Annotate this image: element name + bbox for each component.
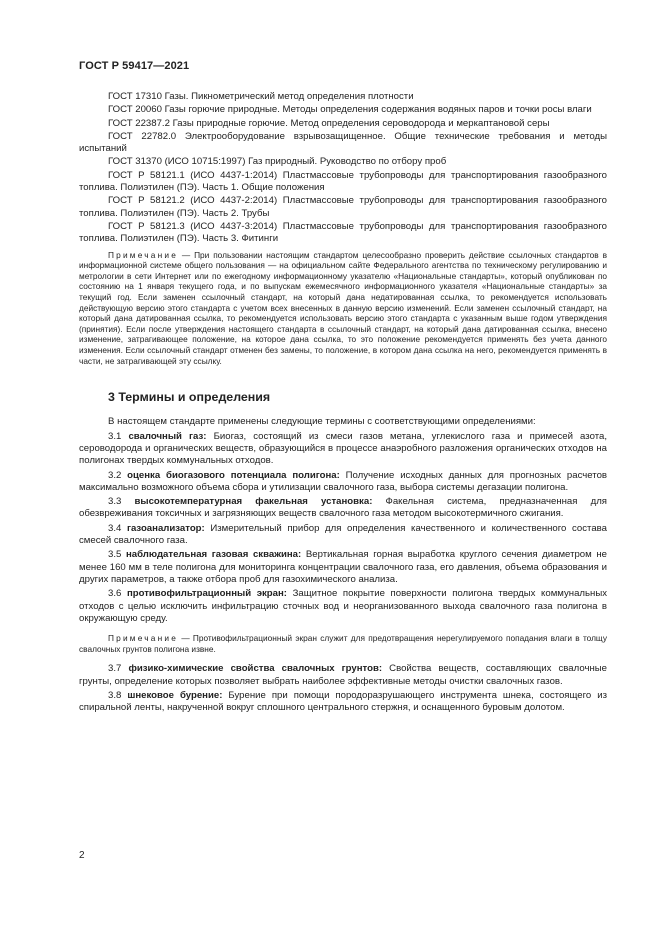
reference-item: ГОСТ Р 58121.3 (ИСО 4437-3:2014) Пластмассовые трубопроводы для транспортирования газообразного топлива. Полиэтилен (ПЭ). Часть 3. Фитинги [79,220,607,245]
reference-note [79,250,607,367]
reference-list [79,91,607,246]
term-text: Получение исходных данных для прогнозных расчетов максимально возможного объема сбора и утилизации свалочного газа, выбора системы дегазации полигона. [79,469,608,493]
term-text: Защитное покрытие поверхности полигона твердых коммунальных отходов с целью исключить инфильтрацию сточных вод и неорганизованного выхода свалочного газа полигона в окружающую среду. [79,588,608,624]
note-label: Примечание [108,249,179,260]
term-number: 3.7 [108,663,122,675]
note-text: — При пользовании настоящим стандартом целесообразно проверить действие ссылочных стандартов в информационной системе общего пользования — на официальном сайте Федерального агентства по техническому регулированию и метрологии в сети Интернет или по ежегодному информационному указателю «Национальные стандарты», который опубликован по состоянию на 1 января текущего года, и по выпускам ежемесячного информационного указателя «Национальные стандарты» за текущий год. Если заменен ссылочный стандарт, на который дана недатированная ссылка, то рекомендуется использовать действующую версию этого стандарта с учетом всех внесенных в данную версию изменений. Если заменен ссылочный стандарт, на который дана датированная ссылка, то рекомендуется использовать версию этого стандарта с указанным выше годом утверждения (принятия). Если после утверждения настоящего стандарта в ссылочный стандарт, на который дана датированная ссылка, внесено изменение, затрагивающее положение, на которое дана ссылка, то это положение рекомендуется применять без учета данного изменения. Если ссылочный стандарт отменен без замены, то положение, в котором дана ссылка на него, рекомендуется применять в части, не затрагивающей эту ссылку. [79,249,607,366]
term-name: газоанализатор: [126,522,205,534]
term-name: наблюдательная газовая скважина: [125,549,302,561]
reference-item: ГОСТ 17310 Газы. Пикнометрический метод определения плотности [108,91,414,102]
term-definition [79,588,607,625]
term-definition [79,523,607,548]
reference-item: ГОСТ Р 58121.1 (ИСО 4437-1:2014) Пластмассовые трубопроводы для транспортирования газообразного топлива. Полиэтилен (ПЭ). Часть 1. Общие положения [79,169,607,194]
term-name: высокотемпературная факельная установка: [134,496,373,508]
term-number: 3.8 [108,689,122,701]
document-body [79,91,607,717]
term-text: Измерительный прибор для определения качественного и количественного состава смесей свалочного газа. [79,522,607,547]
document-header: ГОСТ Р 59417—2021 [79,60,190,72]
term-name: оценка биогазового потенциала полигона: [127,469,340,481]
section-heading: 3 Термины и определения [108,390,271,405]
section-intro: В настоящем стандарте применены следующие термины с соответствующими определениями: [108,416,536,428]
term-name: противофильтрационный экран: [126,588,287,600]
term-definition [79,549,607,586]
reference-item: ГОСТ 22387.2 Газы природные горючие. Метод определения сероводорода и меркаптановой серы [108,117,550,129]
term-definition [79,431,607,468]
reference-item: ГОСТ 22782.0 Электрооборудование взрывозащищенное. Общие технические требования и методы испытаний [79,130,607,155]
term-number: 3.5 [108,549,122,561]
term-name: шнековое бурение: [127,689,223,701]
term-text: Биогаз, состоящий из смеси газов метана, углекислого газа и примесей азота, сероводорода и органических веществ, образующийся в процессе анаэробного разложения органических отходов на полигонах твердых коммунальных отходов. [79,430,607,467]
reference-item: ГОСТ 31370 (ИСО 10715:1997) Газ природный. Руководство по отбору проб [108,156,447,168]
term-definition [79,663,607,688]
term-text: Свойства веществ, составляющих свалочные грунты, определение которых позволяет выбрать наиболее эффективные методы очистки свалочных газов. [79,663,607,687]
term-number: 3.2 [108,469,122,481]
term-name: свалочный газ: [128,430,207,442]
reference-item: ГОСТ Р 58121.2 (ИСО 4437-2:2014) Пластмассовые трубопроводы для транспортирования газообразного топлива. Полиэтилен (ПЭ). Часть 2. Трубы [79,195,607,219]
term-definition [79,470,607,495]
note-label: Примечание [108,633,179,644]
term-text: Факельная система, предназначенная для обезвреживания токсичных и загрязняющих веществ свалочного газа методом высокотермичного сжигания. [79,496,607,520]
term-number: 3.6 [108,588,122,600]
term-note [79,633,607,654]
term-number: 3.1 [108,430,122,442]
note-text: — Противофильтрационный экран служит для предотвращения нерегулируемого попадания влаги в толщу свалочных грунтов полигона извне. [79,633,607,654]
term-definition [79,496,607,521]
term-definition [79,690,607,715]
page-number: 2 [79,850,85,861]
term-name: физико-химические свойства свалочных грунтов: [128,663,383,675]
term-text: Бурение при помощи породоразрушающего инструмента шнека, состоящего из спиральной ленты, накрученной вокруг сплошного центрального стержня, и оснащенного буровым долотом. [79,689,607,714]
term-number: 3.3 [108,496,122,508]
reference-item: ГОСТ 20060 Газы горючие природные. Методы определения содержания водяных паров и точки росы влаги [108,104,592,116]
term-number: 3.4 [108,522,122,534]
term-text: Вертикальная горная выработка круглого сечения диаметром не менее 160 мм в теле полигона для мониторинга концентрации свалочного газа, его давления, объема образования и других параметров, а также отбора проб для газохимического анализа. [79,549,607,585]
